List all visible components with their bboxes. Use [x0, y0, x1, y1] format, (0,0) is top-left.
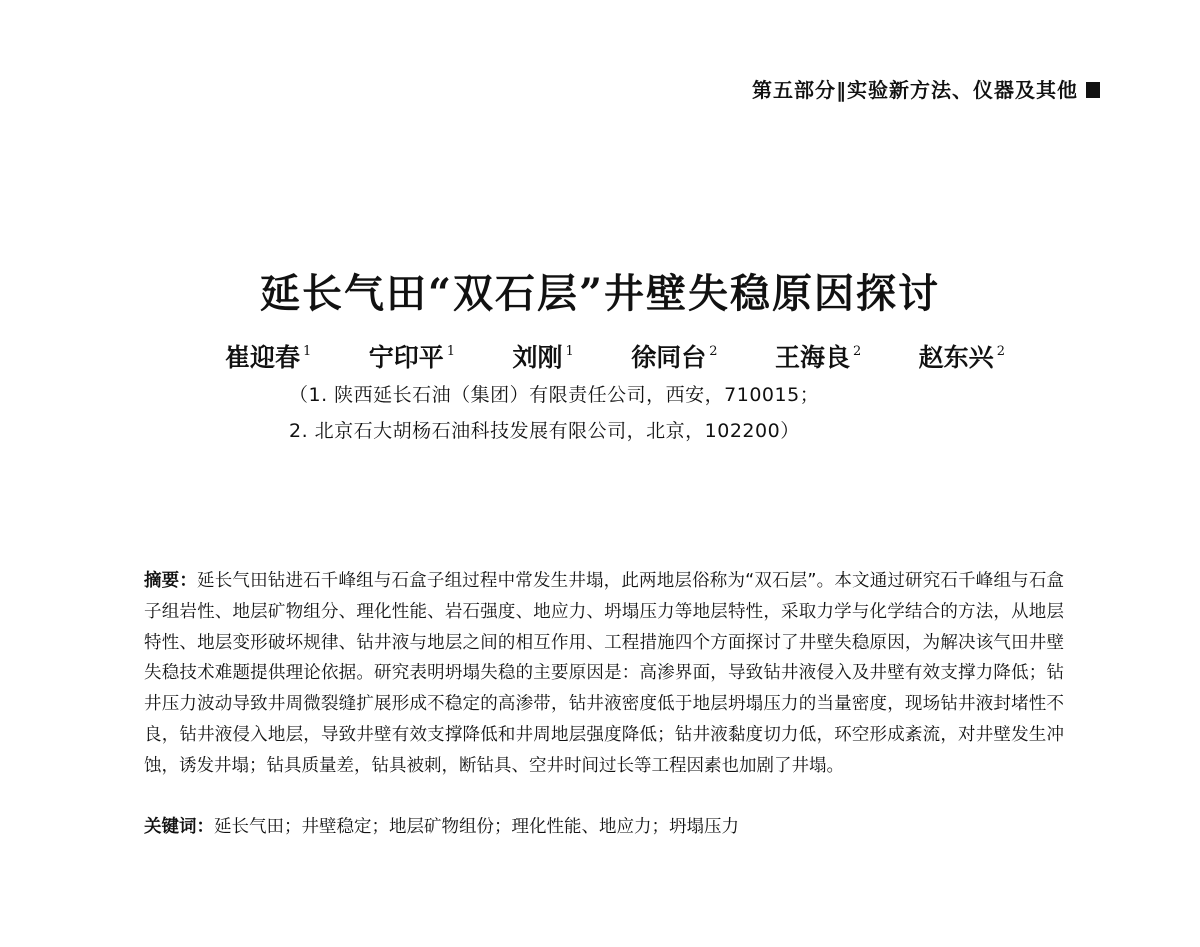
author-name: 宁印平 [368, 343, 444, 372]
author [631, 338, 717, 374]
keywords-label: 关键词： [144, 817, 214, 837]
running-header-text: 第五部分‖实验新方法、仪器及其他 [752, 78, 1078, 102]
author-affil-mark: 2 [852, 344, 862, 359]
affiliation-2: 2. 北京石大胡杨石油科技发展有限公司，北京，102200） [289, 420, 800, 442]
author-affil-mark: 1 [446, 344, 456, 359]
running-header [752, 74, 1100, 103]
keywords-text: 延长气田；井壁稳定；地层矿物组份；理化性能、地应力；坍塌压力 [214, 817, 739, 837]
author-name: 王海良 [774, 343, 850, 372]
affiliation-1: （1. 陕西延长石油（集团）有限责任公司，西安，710015； [289, 384, 820, 406]
author-affil-mark: 2 [709, 344, 718, 359]
author [225, 338, 311, 374]
author [369, 338, 455, 374]
author [775, 338, 861, 374]
author-affil-mark: 1 [565, 344, 574, 359]
abstract-label: 摘要： [144, 571, 198, 591]
author [512, 338, 573, 374]
paper-title: 延长气田“双石层”井壁失稳原因探讨 [259, 270, 940, 317]
abstract [144, 566, 1064, 782]
author-name: 崔迎春 [225, 343, 301, 372]
author-name: 徐同台 [631, 343, 707, 372]
author-affil-mark: 1 [303, 344, 312, 359]
author [919, 338, 1005, 374]
author-name: 赵东兴 [918, 343, 994, 372]
author-list [225, 338, 1005, 374]
author-name: 刘刚 [512, 343, 563, 372]
keywords [144, 812, 1064, 842]
author-affil-mark: 2 [996, 344, 1005, 359]
header-block-mark [1086, 82, 1100, 98]
abstract-text: 延长气田钻进石千峰组与石盒子组过程中常发生井塌，此两地层俗称为“双石层”。本文通过研究石千峰组与石盒子组岩性、地层矿物组分、理化性能、岩石强度、地应力、坍塌压力等地层特性，采取力学与化学结合的方法，从地层特性、地层变形破坏规律、钻井液与地层之间的相互作用、工程措施四个方面探讨了井壁失稳原因，为解决该气田井壁失稳技术难题提供理论依据。研究表明坍塌失稳的主要原因是：高渗界面，导致钻井液侵入及井壁有效支撑力降低；钻井压力波动导致井周微裂缝扩展形成不稳定的高渗带，钻井液密度低于地层坍塌压力的当量密度，现场钻井液封堵性不良，钻井液侵入地层，导致井壁有效支撑降低和井周地层强度降低；钻井液黏度切力低，环空形成紊流，对井壁发生冲蚀，诱发井塌；钻具质量差，钻具被刺，断钻具、空井时间过长等工程因素也加剧了井塌。 [144, 571, 1064, 776]
